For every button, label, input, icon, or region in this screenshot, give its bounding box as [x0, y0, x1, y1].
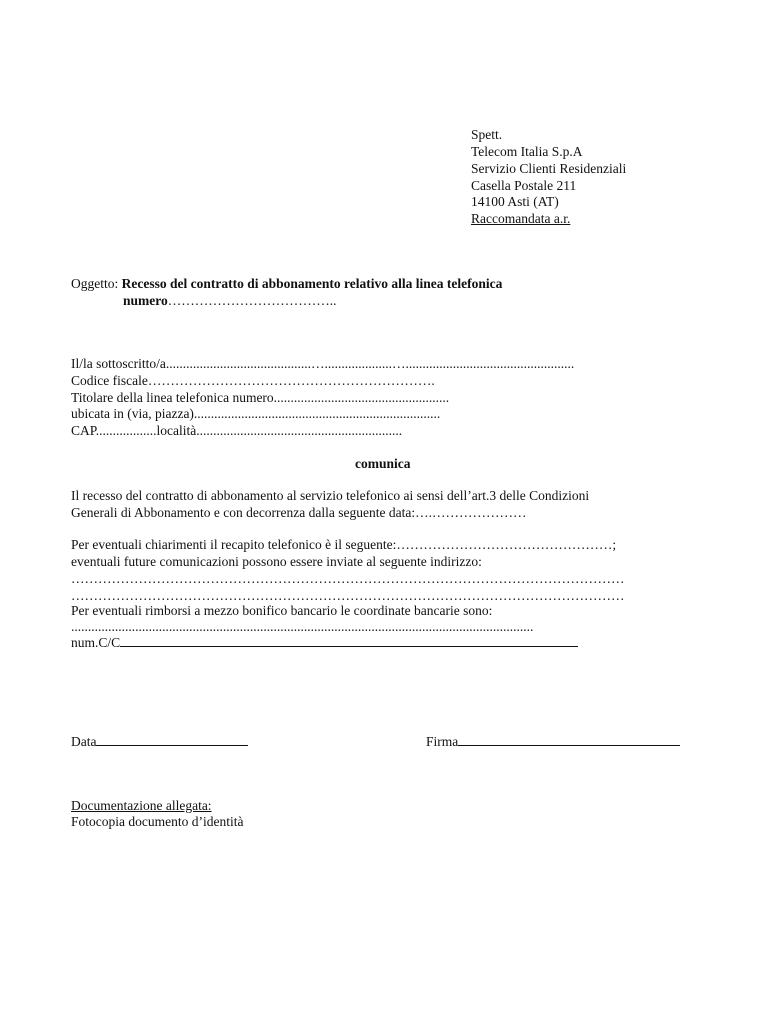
subject-line-2: [123, 292, 337, 309]
subject-text: Recesso del contratto di abbonamento relativo alla linea telefonica: [121, 276, 503, 291]
recipient-company: Telecom Italia S.p.A: [471, 144, 583, 159]
field-cap-localita[interactable]: CAP..................località.............................................................: [71, 423, 403, 438]
recipient-department: Servizio Clienti Residenziali: [471, 161, 627, 176]
comunica-heading: comunica: [355, 456, 411, 471]
attachments-heading: Documentazione allegata:: [71, 798, 212, 813]
para2-line1[interactable]: Per eventuali chiarimenti il recapito telefonico è il seguente:…………………………………………;: [71, 537, 617, 552]
date-label: Data: [71, 734, 97, 749]
field-ubicata[interactable]: ubicata in (via, piazza).........................................................................: [71, 406, 441, 421]
field-sottoscritto[interactable]: Il/la sottoscritto/a...........................................…....................…..................................................: [71, 356, 575, 371]
num-cc-row: [71, 634, 578, 651]
field-titolare-linea[interactable]: Titolare della linea telefonica numero....................................................: [71, 390, 450, 405]
recipient-salutation: Spett.: [471, 127, 503, 142]
subject-number-dots: ………………………………..: [167, 293, 337, 308]
recipient-city: 14100 Asti (AT): [471, 194, 559, 209]
para3-line1: Per eventuali rimborsi a mezzo bonifico bancario le coordinate bancarie sono:: [71, 603, 493, 618]
date-field[interactable]: [96, 733, 248, 746]
subject-line-1: [71, 275, 502, 292]
subject-number-label: numero: [123, 293, 168, 308]
para1-line1: Il recesso del contratto di abbonamento al servizio telefonico ai sensi dell’art.3 delle Condizioni: [71, 488, 590, 503]
firma-label: Firma: [426, 734, 459, 749]
recipient-delivery: Raccomandata a.r.: [471, 211, 571, 226]
signature-field-row: [426, 733, 680, 750]
firma-field[interactable]: [458, 733, 680, 746]
address-line-1[interactable]: ……………………………………………………………………………………………………………: [71, 571, 625, 586]
num-cc-label: num.C/C: [71, 635, 121, 650]
attachment-item: Fotocopia documento d’identità: [71, 814, 244, 829]
para2-line2: eventuali future comunicazioni possono essere inviate al seguente indirizzo:: [71, 554, 482, 569]
subject-label: Oggetto:: [71, 276, 122, 291]
recipient-po-box: Casella Postale 211: [471, 178, 577, 193]
address-line-2[interactable]: ……………………………………………………………………………………………………………: [71, 588, 625, 603]
date-row: [71, 733, 248, 750]
bank-coordinates-field[interactable]: .........................................................................................................................................: [71, 619, 534, 634]
field-codice-fiscale[interactable]: Codice fiscale……………………………………………………….: [71, 373, 435, 388]
para1-line2[interactable]: Generali di Abbonamento e con decorrenza dalla seguente data:….…………………: [71, 505, 527, 520]
num-cc-field[interactable]: [120, 634, 578, 647]
